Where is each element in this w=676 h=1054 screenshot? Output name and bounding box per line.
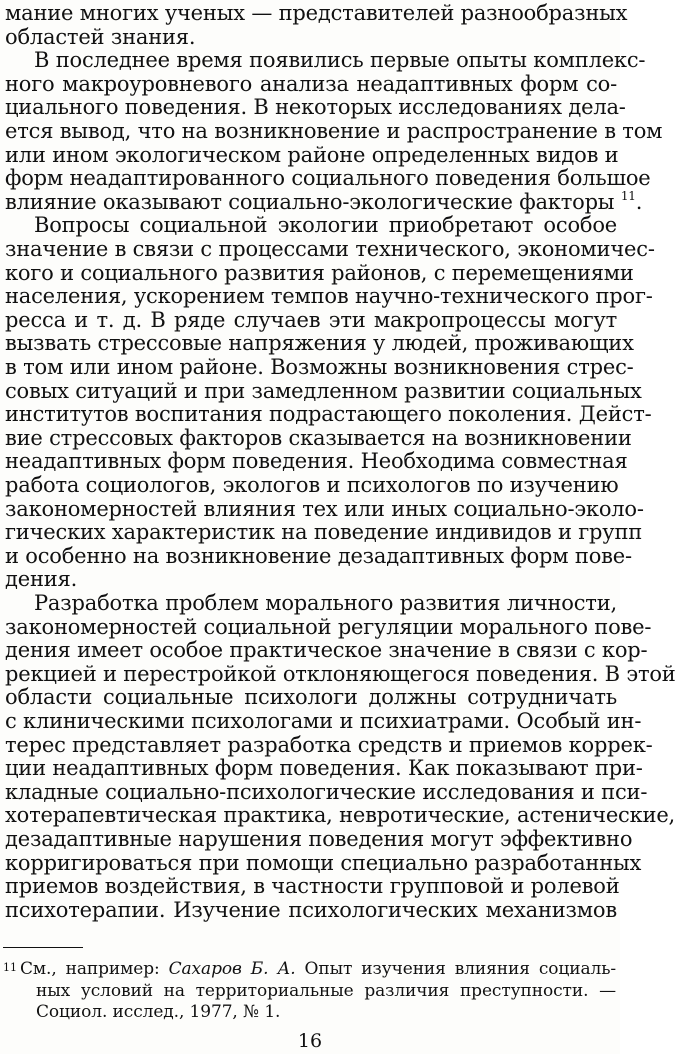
page-number: 16 [297, 1030, 323, 1052]
text-line: хотерапевтическая практика, невротические, астенические, [5, 803, 676, 828]
text-line: в том или ином районе. Возможны возникновения стрес- [5, 355, 634, 379]
text-line: Разработка проблем морального развития личности, [34, 591, 617, 615]
text-line-with-footnote-ref: влияние оказывают социально-экологические факторы $^{11}$. [5, 188, 643, 214]
text-line: кладные социально-психологические исследования и пси- [5, 779, 648, 804]
footnote-author: Сахаров Б. А. [168, 959, 296, 979]
text-line: и особенно на возникновение дезадаптивных форм пове- [5, 543, 632, 568]
text-line: кого и социального развития районов, с перемещениями [5, 260, 634, 285]
text-line: дезадаптивные нарушения поведения могут эффективно [5, 827, 633, 851]
text-line: влияние оказывают социально-экологические факторы [5, 189, 615, 214]
text-line: ется вывод, что на возникновение и распространение в том [5, 119, 663, 143]
text-line: рекцией и перестройкой отклоняющегося поведения. В этой [5, 661, 676, 686]
footnote-line: Социол. исслед., 1977, № 1. [36, 1002, 281, 1022]
text-line: областей знания. [5, 24, 196, 49]
text-line: ного макроуровневого анализа неадаптивных форм со- [5, 71, 617, 96]
text-line: совых ситуаций и при замедленном развитии социальных [5, 378, 642, 403]
footnote-mark: 11 [3, 961, 17, 974]
text-line: работа социологов, экологов и психологов по изучению [5, 473, 619, 497]
text-line: населения, ускорением темпов научно-технического прог- [5, 284, 653, 309]
text-line: институтов воспитания подрастающего поколения. Дейст- [5, 402, 652, 427]
text-line: В последнее время появились первые опыты комплекс- [34, 48, 646, 73]
footnote-text: См., например: [20, 959, 169, 979]
text-line: значение в связи с процессами технического, экономичес- [5, 237, 655, 261]
text-line: форм неадаптированного социального поведения большое [5, 166, 651, 191]
footnote-text: Опыт изучения влияния социаль- [295, 959, 617, 979]
text-line: мание многих ученых — представителей разнообразных [5, 1, 628, 25]
text-line: приемов воздействия, в частности групповой и ролевой [5, 874, 620, 899]
footnote-line [20, 958, 616, 980]
footnote-reference: 11 [620, 188, 636, 203]
text-line: неадаптивных форм поведения. Необходима совместная [5, 449, 628, 474]
text-line: ции неадаптивных форм поведения. Как показывают при- [5, 756, 643, 781]
text-line: с клиническими психологами и психиатрами. Особый ин- [5, 709, 642, 733]
text-line: вызвать стрессовые напряжения у людей, проживающих [5, 331, 634, 356]
text-line: вие стрессовых факторов сказывается на возникновении [5, 425, 632, 450]
text-line: закономерностей влияния тех или иных социально-эколо- [5, 496, 644, 521]
text-line: дения имеет особое практическое значение в связи с кор- [5, 638, 648, 663]
text-line: дения. [5, 567, 78, 592]
text-line: закономерностей социальной регуляции морального пове- [5, 614, 652, 639]
text-line: циального поведения. В некоторых исследованиях дела- [5, 95, 626, 120]
text-line: ресса и т. д. В ряде случаев эти макропроцессы могут [5, 307, 617, 332]
text-line: Вопросы социальной экологии приобретают особое [34, 213, 617, 238]
text-line: области социальные психологи должны сотрудничать [5, 685, 617, 710]
footnote-separator [3, 947, 83, 948]
text-line: гических характеристик на поведение индивидов и групп [5, 520, 643, 545]
text-line: или ином экологическом районе определенных видов и [5, 142, 619, 167]
text-line: корригироваться при помощи специально разработанных [5, 850, 642, 875]
footnote-line: ных условий на территориальные различия преступности. — [36, 981, 616, 1001]
text-line: психотерапии. Изучение психологических механизмов [5, 897, 617, 922]
text-line: терес представляет разработка средств и приемов коррек- [5, 732, 653, 757]
